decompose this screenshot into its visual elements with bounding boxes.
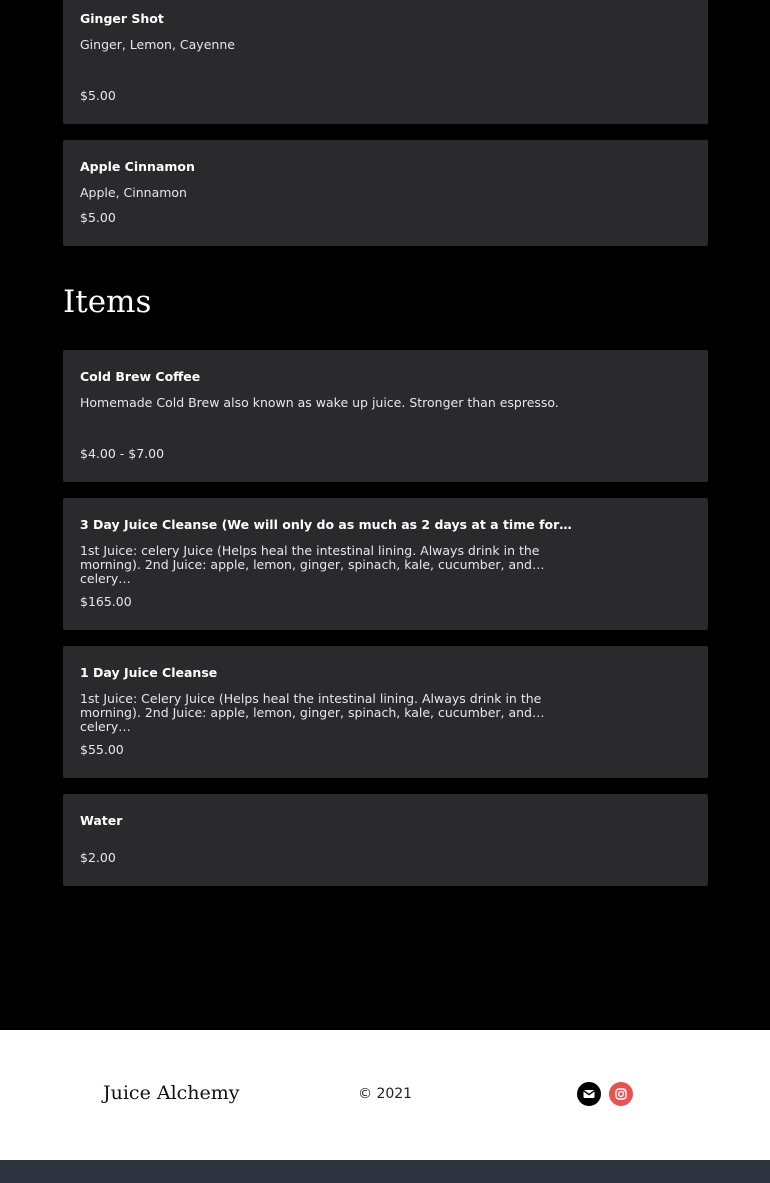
menu-item-card[interactable] — [63, 498, 708, 630]
menu-item-name: 3 Day Juice Cleanse (We will only do as much as 2 days at a time for… — [80, 517, 572, 532]
menu-item-name: 1 Day Juice Cleanse — [80, 665, 218, 680]
menu-item-card[interactable] — [63, 140, 708, 246]
menu-item-name: Cold Brew Coffee — [80, 369, 201, 384]
instagram-link-button[interactable] — [609, 1082, 633, 1106]
bottom-bar — [0, 1160, 770, 1183]
footer-brand[interactable]: Juice Alchemy — [103, 1082, 240, 1104]
footer-copyright: © 2021 — [358, 1086, 413, 1102]
menu-item-price: $5.00 — [80, 210, 116, 225]
section-title-items: Items — [63, 284, 152, 320]
menu-item-card[interactable] — [63, 0, 708, 124]
menu-item-description: Ginger, Lemon, Cayenne — [80, 37, 235, 52]
menu-item-price: $55.00 — [80, 742, 124, 757]
mail-icon — [577, 1082, 601, 1106]
menu-item-description: Apple, Cinnamon — [80, 185, 187, 200]
menu-item-card[interactable] — [63, 350, 708, 482]
menu-item-card[interactable] — [63, 646, 708, 778]
email-link-button[interactable] — [577, 1082, 601, 1106]
menu-item-price: $165.00 — [80, 594, 132, 609]
menu-item-description: 1st Juice: celery Juice (Helps heal the intestinal lining. Always drink in the morning). 2nd Juice: apple, lemon, ginger, spinach, kale, cucumber, and celery… — [80, 543, 540, 586]
menu-item-description: 1st Juice: Celery Juice (Helps heal the intestinal lining. Always drink in the morning). 2nd Juice: apple, lemon, ginger, spinach, kale, cucumber, and celery… — [80, 691, 542, 734]
menu-item-name: Water — [80, 813, 123, 828]
menu-item-description: Homemade Cold Brew also known as wake up juice. Stronger than espresso. — [80, 395, 559, 410]
menu-item-price: $5.00 — [80, 88, 116, 103]
menu-item-name: Apple Cinnamon — [80, 159, 195, 174]
menu-item-name: Ginger Shot — [80, 11, 164, 26]
site-footer — [0, 1030, 770, 1160]
menu-item-price: $4.00 - $7.00 — [80, 446, 165, 461]
menu-item-price: $2.00 — [80, 850, 116, 865]
instagram-icon — [609, 1082, 633, 1106]
menu-item-card[interactable] — [63, 794, 708, 886]
